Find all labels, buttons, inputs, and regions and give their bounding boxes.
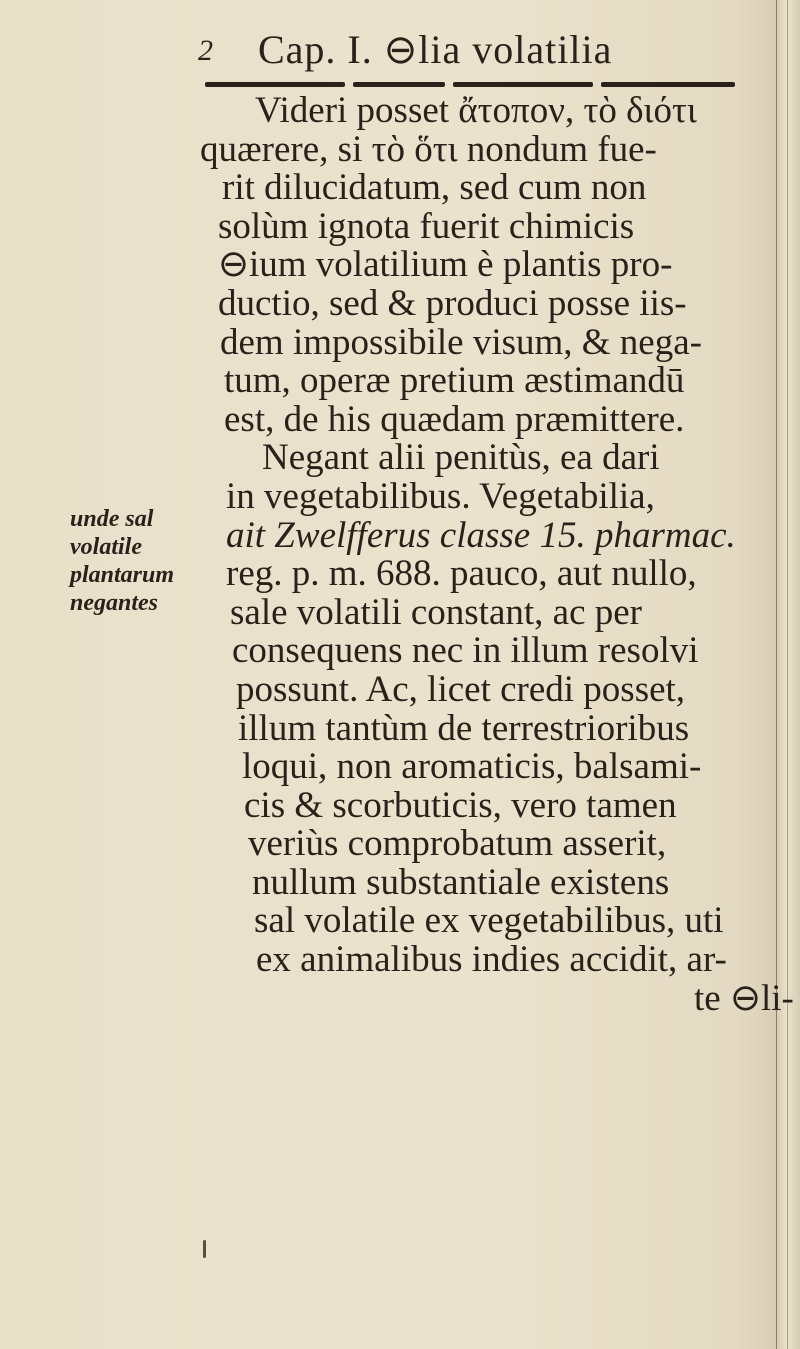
text-line: sal volatile ex vegetabilibus, uti [254,900,724,942]
page-number: 2 [198,34,213,67]
running-head [198,24,718,74]
text-line: ⊖ium volatilium è plantis pro- [218,244,673,286]
gloss-line: negantes [70,590,159,616]
text-line: rit dilucidatum, sed cum non [222,167,647,209]
paper-blemish [203,1240,206,1258]
chapter-title: Cap. I. ⊖lia volatilia [258,27,613,72]
text-line: dem impossibile visum, & nega- [220,321,702,363]
text-line: possunt. Ac, licet credi posset, [236,668,686,710]
text-line: nullum substantiale existens [252,861,670,903]
gloss-line: unde sal [70,506,154,532]
text-line: veriùs comprobatum asserit, [248,823,667,865]
text-line: te ⊖li- [694,977,794,1019]
text-line: Negant alii penitùs, ea dari [262,437,660,479]
gloss-line: plantarum [70,562,175,588]
text-line: illum tantùm de terrestrioribus [238,707,690,749]
text-line: ex animalibus indies accidit, ar- [256,939,727,981]
text-line: solùm ignota fuerit chimicis [218,205,635,247]
text-line: quærere, si τὸ ὅτι nondum fue- [200,128,657,170]
text-line: consequens nec in illum resolvi [232,630,699,672]
text-line: in vegetabilibus. Vegetabilia, [226,475,655,517]
text-line: est, de his quædam præmittere. [224,398,685,440]
text-line: sale volatili constant, ac per [230,591,642,633]
text-line: reg. p. m. 688. pauco, aut nullo, [226,553,697,595]
marginal-gloss [70,505,220,617]
text-line: loqui, non aromaticis, balsami- [242,746,702,788]
text-line: ductio, sed & produci posse iis- [218,282,687,324]
text-line: ait Zwelfferus classe 15. pharmac. [226,514,736,556]
gloss-line: volatile [70,534,142,560]
text-line: Videri posset ἄτοπον, τὸ διότι [255,90,697,131]
body-text [200,90,794,1019]
text-line: tum, operæ pretium æstimandū [224,360,685,402]
text-line: cis & scorbuticis, vero tamen [244,784,677,826]
